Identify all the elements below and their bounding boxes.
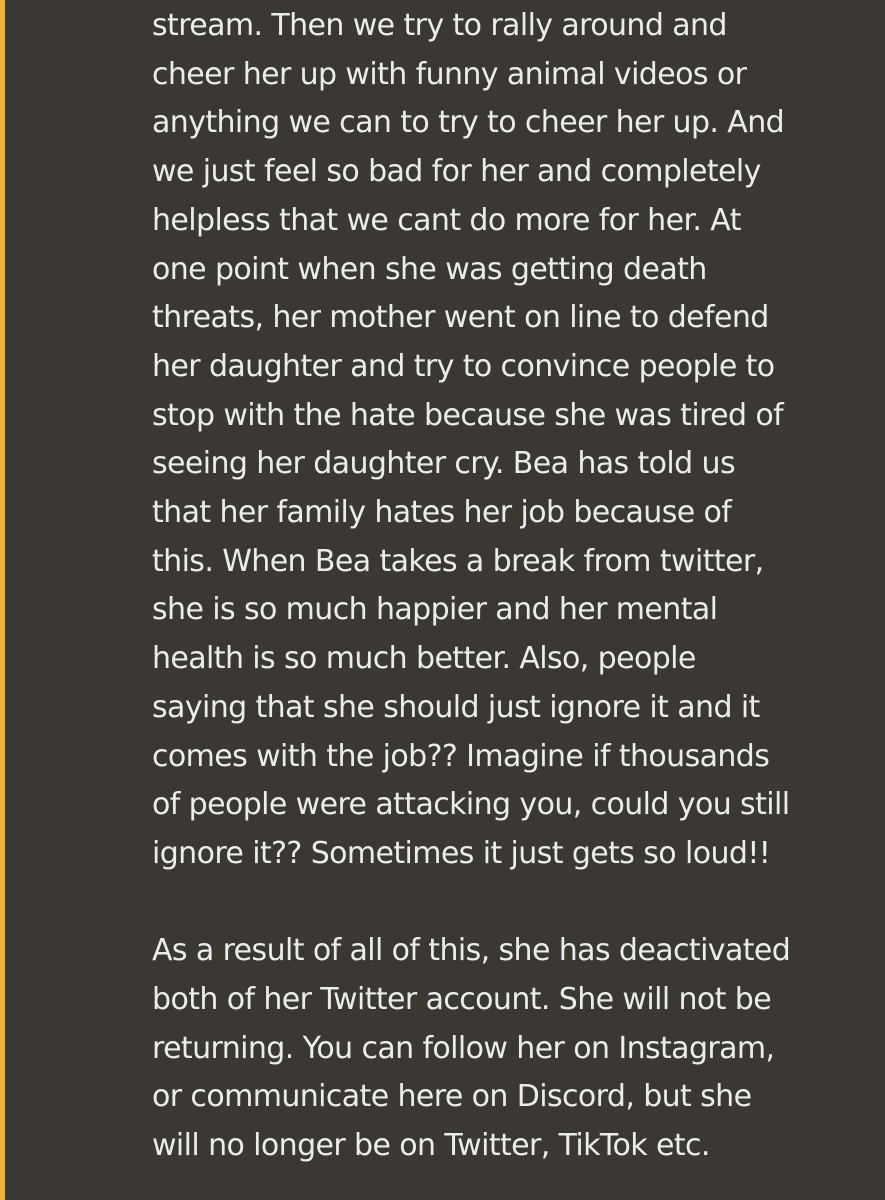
mention-highlight-bar: [0, 0, 5, 1200]
message-paragraph-1: [152, 2, 872, 879]
message-line: comes with the job?? Imagine if thousands: [152, 738, 770, 774]
message-content: [152, 2, 872, 1171]
message-line: of people were attacking you, could you still: [152, 787, 790, 823]
message-line: stream. Then we try to rally around and: [152, 8, 727, 43]
message-line: ignore it?? Sometimes it just gets so loud!!: [152, 835, 771, 871]
message-line: threats, her mother went on line to defend: [152, 300, 769, 336]
message-line: that her family hates her job because of: [152, 495, 732, 531]
message-line: health is so much better. Also, people: [152, 641, 696, 677]
message-line: helpless that we cant do more for her. At: [152, 202, 741, 238]
message-line: returning. You can follow her on Instagram,: [152, 1030, 775, 1066]
message-line: we just feel so bad for her and completely: [152, 154, 761, 190]
message-line: her daughter and try to convince people to: [152, 348, 775, 384]
paragraph-break: [152, 879, 872, 928]
message-line: she is so much happier and her mental: [152, 592, 718, 628]
message-line: this. When Bea takes a break from twitter,: [152, 543, 764, 579]
message-line: cheer her up with funny animal videos or: [152, 56, 747, 92]
message-line: anything we can to try to cheer her up. And: [152, 105, 785, 141]
message-line: As a result of all of this, she has deactivated: [152, 933, 791, 969]
message-line: will no longer be on Twitter, TikTok etc.: [152, 1128, 710, 1164]
message-line: saying that she should just ignore it and it: [152, 689, 760, 725]
message-line: or communicate here on Discord, but she: [152, 1079, 752, 1115]
message-line: stop with the hate because she was tired of: [152, 397, 784, 433]
message-paragraph-2: [152, 927, 872, 1171]
message-line: seeing her daughter cry. Bea has told us: [152, 446, 735, 482]
message-line: one point when she was getting death: [152, 251, 707, 287]
message-line: both of her Twitter account. She will not be: [152, 982, 772, 1018]
